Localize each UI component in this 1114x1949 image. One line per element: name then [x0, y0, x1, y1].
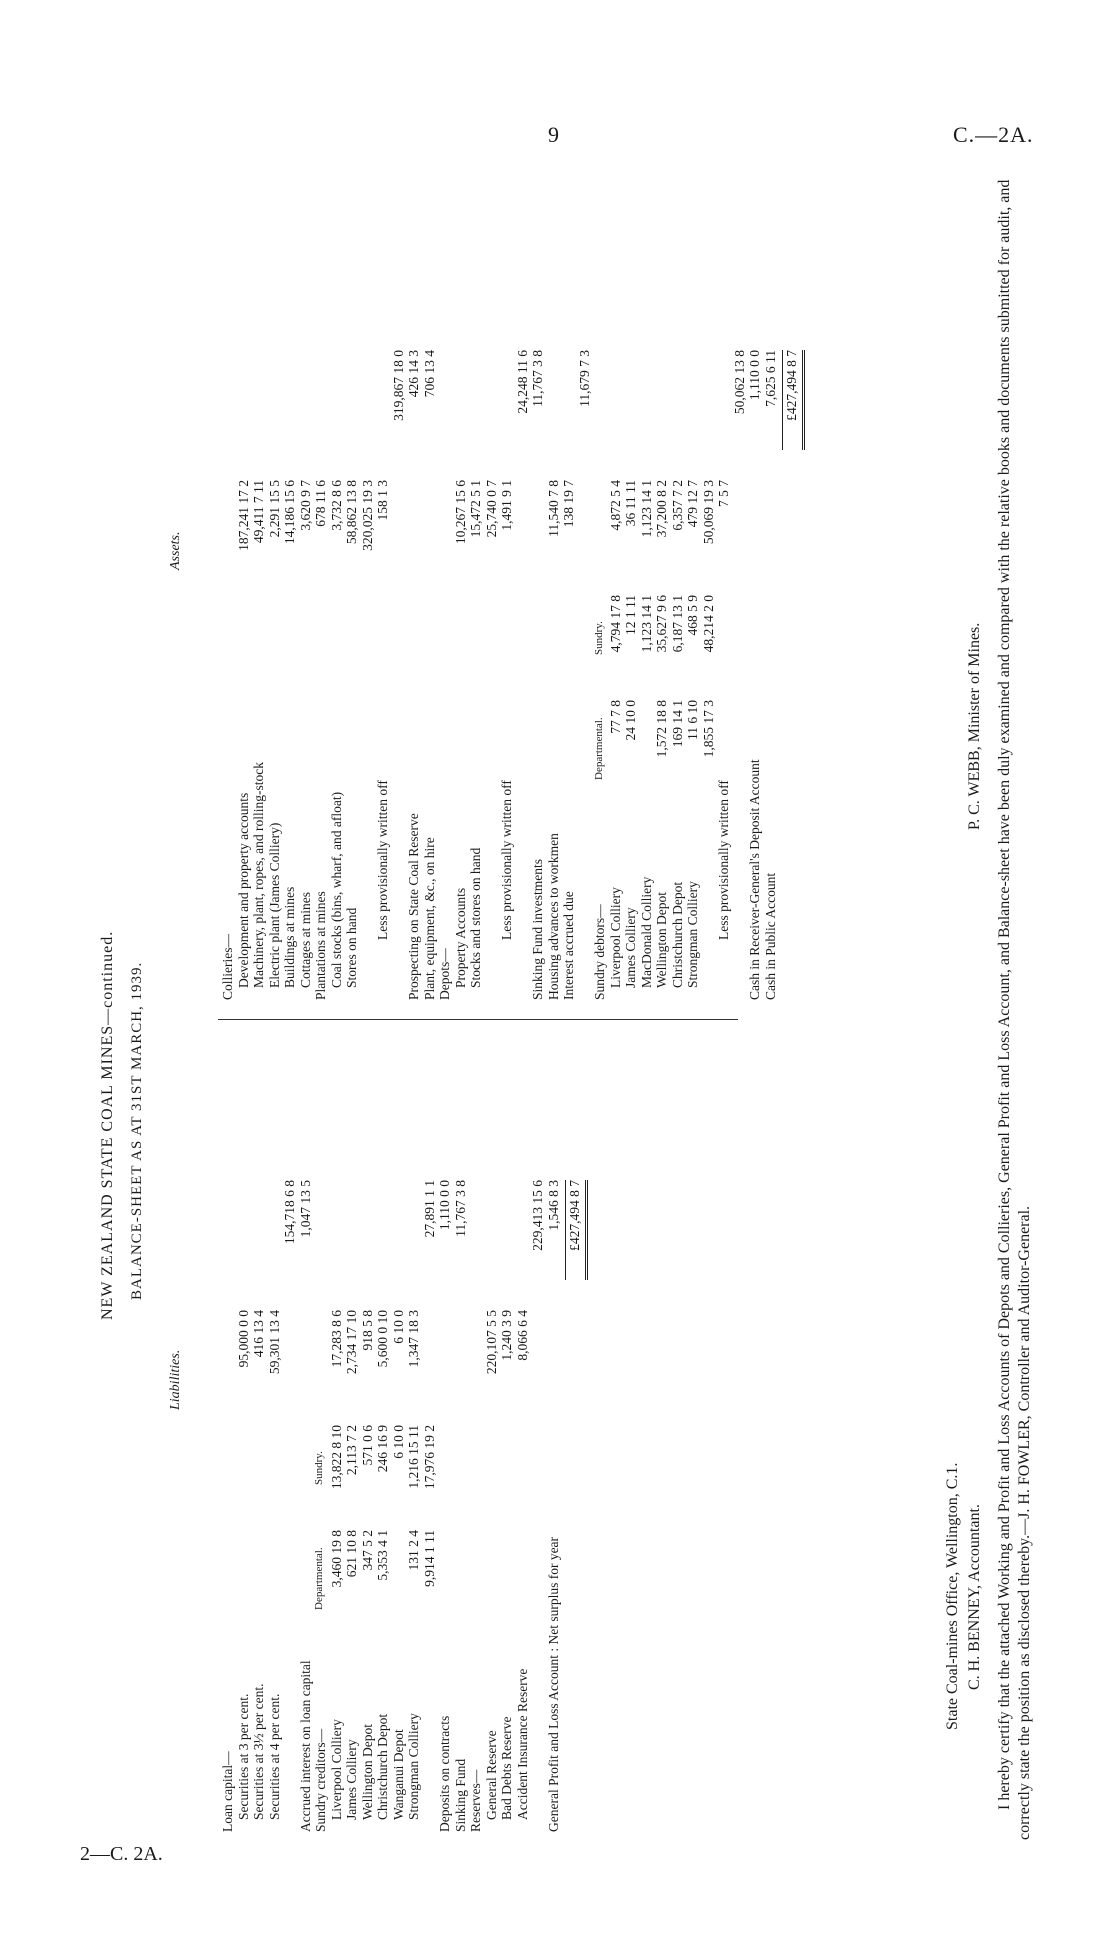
- accountant-signature: C. H. BENNEY, Accountant.: [966, 1504, 983, 1690]
- assets-row-amount: 14,186 15 6: [282, 480, 297, 545]
- assets-row-amount: 36 11 11: [623, 480, 638, 527]
- assets-row-amount: 706 13 4: [421, 350, 437, 398]
- liabilities-row-label: Securities at 3 per cent.: [235, 1693, 251, 1820]
- assets-row-label: Property Accounts: [452, 887, 468, 988]
- liabilities-row-amount: 3,460 19 8: [328, 1530, 344, 1588]
- liabilities-row-label: Sundry creditors—: [313, 1728, 328, 1832]
- assets-row-amount: 25,740 0 7: [483, 480, 499, 538]
- document-title: NEW ZEALAND STATE COAL MINES—continued.: [99, 930, 116, 1320]
- liabilities-row-amount: 1,110 0 0: [437, 1180, 452, 1231]
- assets-row-amount: 319,867 18 0: [390, 350, 406, 421]
- assets-row-amount: 6,187 13 1: [669, 595, 685, 653]
- assets-row-label: Less provisionally written off: [499, 780, 514, 940]
- assets-row-amount: 479 12 7: [685, 480, 700, 528]
- assets-row-amount: 678 11 6: [313, 480, 328, 527]
- liabilities-row-label: Deposits on contracts: [437, 1715, 452, 1832]
- assets-row-label: Interest accrued due: [561, 891, 576, 1000]
- liabilities-row-label: Strongman Colliery: [406, 1713, 421, 1820]
- assets-row-amount: 426 14 3: [406, 350, 421, 398]
- assets-row-label: Less provisionally written off: [375, 780, 390, 940]
- assets-row-amount: 187,241 17 2: [235, 480, 251, 551]
- office-signature: State Coal-mines Office, Wellington, C.1.: [944, 1462, 961, 1730]
- liabilities-row-amount: 416 13 4: [251, 1310, 266, 1358]
- liabilities-row-amount: 131 2 4: [406, 1530, 421, 1571]
- assets-row-label: Plantations at mines: [313, 891, 328, 1000]
- minister-signature: P. C. WEBB, Minister of Mines.: [966, 622, 983, 830]
- rotated-balance-sheet: [90, 140, 1090, 1880]
- assets-row-amount: 50,062 13 8: [731, 350, 747, 415]
- assets-row-amount: 77 7 8: [607, 700, 623, 734]
- liabilities-row-amount: 27,891 1 1: [421, 1180, 437, 1238]
- assets-row-amount: 1,110 0 0: [747, 350, 762, 401]
- liabilities-row-amount: 11,767 3 8: [452, 1180, 468, 1237]
- liabilities-row-label: Wanganui Depot: [390, 1729, 406, 1820]
- liabilities-row-amount: 6 10 0: [390, 1310, 406, 1344]
- assets-row-amount: 6,357 7 2: [669, 480, 685, 531]
- liabilities-row-amount: 1,216 15 11: [406, 1425, 421, 1489]
- liabilities-row-amount: 95,000 0 0: [235, 1310, 251, 1368]
- assets-row-label: Stocks and stores on hand: [468, 847, 483, 988]
- assets-row-amount: 7 5 7: [716, 480, 731, 507]
- assets-row-label: Wellington Depot: [654, 891, 669, 988]
- assets-row-amount: 4,872 5 4: [607, 480, 623, 531]
- liabilities-row-amount: 1,240 3 9: [499, 1310, 514, 1361]
- assets-col-departmental: Departmental.: [593, 717, 605, 780]
- document-reference: C.—2A.: [953, 122, 1034, 147]
- liabilities-total-rule: [565, 1180, 566, 1280]
- assets-row-label: Machinery, plant, ropes, and rolling-stock: [251, 762, 266, 988]
- assets-row-amount: 11,540 7 8: [545, 480, 561, 537]
- assets-row-amount: 48,214 2 0: [700, 595, 716, 653]
- liabilities-row-label: General Reserve: [483, 1730, 499, 1820]
- assets-heading: Assets.: [168, 531, 183, 570]
- liabilities-heading: Liabilities.: [168, 1349, 183, 1410]
- liabilities-total: £427,494 8 7: [567, 1180, 582, 1251]
- liabilities-row-amount: 1,546 8 3: [545, 1180, 561, 1231]
- liabilities-row-label: Sinking Fund: [452, 1758, 468, 1832]
- liabilities-row-label: General Profit and Loss Account : Net surplus for year: [545, 1536, 561, 1832]
- liabilities-row-amount: 17,976 19 2: [421, 1425, 437, 1490]
- assets-row-amount: 158 1 3: [375, 480, 390, 521]
- assets-row-amount: 15,472 5 1: [468, 480, 483, 538]
- liabilities-row-amount: 918 5 8: [359, 1310, 375, 1351]
- assets-row-label: Cash in Receiver-General's Deposit Account: [747, 759, 762, 1000]
- assets-row-amount: 169 14 1: [669, 700, 685, 748]
- liabilities-row-amount: 5,353 4 1: [375, 1530, 390, 1581]
- liabilities-row-amount: 9,914 1 11: [421, 1530, 437, 1587]
- assets-row-amount: 1,123 14 1: [638, 480, 654, 538]
- document-subtitle: BALANCE-SHEET AS AT 31ST MARCH, 1939.: [129, 961, 145, 1300]
- assets-row-amount: 11,767 3 8: [530, 350, 545, 407]
- liabilities-row-amount: 8,066 6 4: [514, 1310, 530, 1361]
- assets-row-amount: 320,025 19 3: [359, 480, 375, 551]
- liabilities-row-amount: 621 10 8: [344, 1530, 359, 1578]
- assets-row-amount: 35,627 9 6: [654, 595, 669, 653]
- assets-row-amount: 1,123 14 1: [638, 595, 654, 653]
- liabilities-row-amount: 5,600 0 10: [375, 1310, 390, 1368]
- assets-row-amount: 11,679 7 3: [576, 350, 592, 407]
- liabilities-row-amount: 571 0 6: [359, 1425, 375, 1466]
- liabilities-row-amount: 229,413 15 6: [530, 1180, 545, 1251]
- liabilities-row-label: Liverpool Colliery: [328, 1719, 344, 1820]
- assets-row-amount: 138 19 7: [561, 480, 576, 528]
- assets-row-label: Development and property accounts: [235, 792, 251, 988]
- liabilities-col-sundry: Sundry.: [313, 1451, 325, 1485]
- liabilities-total-double-rule: [585, 1180, 588, 1280]
- liabilities-row-amount: 6 10 0: [390, 1425, 406, 1459]
- assets-row-label: Stores on hand: [344, 907, 359, 988]
- assets-row-amount: 11 6 10: [685, 700, 700, 740]
- assets-row-amount: 49,411 7 11: [251, 480, 266, 544]
- assets-row-label: Collieries—: [220, 934, 235, 1000]
- assets-row-label: Christchurch Depot: [669, 881, 685, 988]
- liabilities-col-departmental: Departmental.: [313, 1547, 325, 1610]
- liabilities-row-label: Loan capital—: [220, 1751, 235, 1832]
- liabilities-row-label: Reserves—: [468, 1769, 483, 1832]
- assets-row-amount: 50,069 19 3: [700, 480, 716, 545]
- audit-certificate: I hereby certify that the attached Working and Profit and Loss Accounts of Depots and Collieries, General Profit and Loss Account, and Balance-sheet have been duly examined and compared with the relative books and documents submitted for audit, and correctly state the position as disclosed thereby.—J. H. FOWLER, Controller and Auditor-General.: [996, 179, 1033, 1840]
- liabilities-row-amount: 1,047 13 5: [297, 1180, 313, 1238]
- assets-row-label: Prospecting on State Coal Reserve: [406, 813, 421, 1000]
- assets-row-amount: 37,200 8 2: [654, 480, 669, 538]
- assets-row-label: Sinking Fund investments: [530, 858, 545, 1000]
- assets-row-amount: 58,862 13 8: [344, 480, 359, 545]
- assets-row-amount: 1,572 18 8: [654, 700, 669, 758]
- assets-total-rule: [782, 350, 783, 450]
- assets-row-label: Housing advances to workmen: [545, 833, 561, 1000]
- liabilities-row-label: Christchurch Depot: [375, 1713, 390, 1820]
- assets-total-double-rule: [802, 350, 805, 450]
- liabilities-row-amount: 246 16 9: [375, 1425, 390, 1473]
- assets-row-amount: 2,291 15 5: [266, 480, 282, 538]
- assets-row-amount: 468 5 9: [685, 595, 700, 636]
- assets-row-amount: 10,267 15 6: [452, 480, 468, 545]
- assets-row-label: Sundry debtors—: [592, 904, 607, 1000]
- liabilities-row-label: Bad Debts Reserve: [499, 1716, 514, 1820]
- liabilities-row-label: Securities at 4 per cent.: [266, 1693, 282, 1820]
- assets-row-amount: 24 10 0: [623, 700, 638, 741]
- column-divider: [218, 1019, 738, 1020]
- assets-row-label: Strongman Colliery: [685, 881, 700, 988]
- liabilities-row-amount: 13,822 8 10: [328, 1425, 344, 1490]
- assets-row-amount: 3,620 9 7: [297, 480, 313, 531]
- assets-row-label: MacDonald Colliery: [638, 876, 654, 988]
- liabilities-row-label: Accident Insurance Reserve: [514, 1668, 530, 1820]
- assets-col-sundry: Sundry.: [593, 621, 605, 655]
- assets-row-amount: 7,625 6 11: [762, 350, 778, 407]
- assets-row-label: Plant, equipment, &c., on hire: [421, 837, 437, 1000]
- assets-row-label: Depots—: [437, 948, 452, 1000]
- assets-row-label: Less provisionally written off: [716, 780, 731, 940]
- liabilities-row-amount: 154,718 6 8: [282, 1180, 297, 1245]
- liabilities-row-amount: 220,107 5 5: [483, 1310, 499, 1375]
- liabilities-row-amount: 1,347 18 3: [406, 1310, 421, 1368]
- liabilities-row-amount: 2,113 7 2: [344, 1425, 359, 1476]
- assets-row-amount: 4,794 17 8: [607, 595, 623, 653]
- assets-row-amount: 3,732 8 6: [328, 480, 344, 531]
- assets-row-amount: 1,491 9 1: [499, 480, 514, 531]
- page-number: 9: [548, 122, 559, 147]
- liabilities-row-amount: 59,301 13 4: [266, 1310, 282, 1375]
- assets-row-label: Cottages at mines: [297, 892, 313, 988]
- liabilities-row-label: Accrued interest on loan capital: [297, 1660, 313, 1832]
- assets-row-label: Electric plant (James Colliery): [266, 822, 282, 988]
- liabilities-row-amount: 17,283 8 6: [328, 1310, 344, 1368]
- assets-row-label: James Colliery: [623, 907, 638, 988]
- assets-row-label: Buildings at mines: [282, 886, 297, 988]
- assets-row-label: Cash in Public Account: [762, 872, 778, 1000]
- assets-row-amount: 12 1 11: [623, 595, 638, 635]
- liabilities-row-amount: 347 5 2: [359, 1530, 375, 1571]
- assets-row-label: Liverpool Colliery: [607, 887, 623, 988]
- assets-row-amount: 1,855 17 3: [700, 700, 716, 758]
- assets-row-amount: 24,248 11 6: [514, 350, 530, 414]
- assets-total: £427,494 8 7: [784, 350, 799, 421]
- assets-row-label: Coal stocks (bins, wharf, and afloat): [328, 791, 344, 988]
- liabilities-row-label: Wellington Depot: [359, 1723, 375, 1820]
- liabilities-row-label: James Colliery: [344, 1739, 359, 1820]
- bottom-reference: 2—C. 2A.: [80, 1843, 163, 1865]
- liabilities-row-label: Securities at 3½ per cent.: [251, 1683, 266, 1820]
- liabilities-row-amount: 2,734 17 10: [344, 1310, 359, 1375]
